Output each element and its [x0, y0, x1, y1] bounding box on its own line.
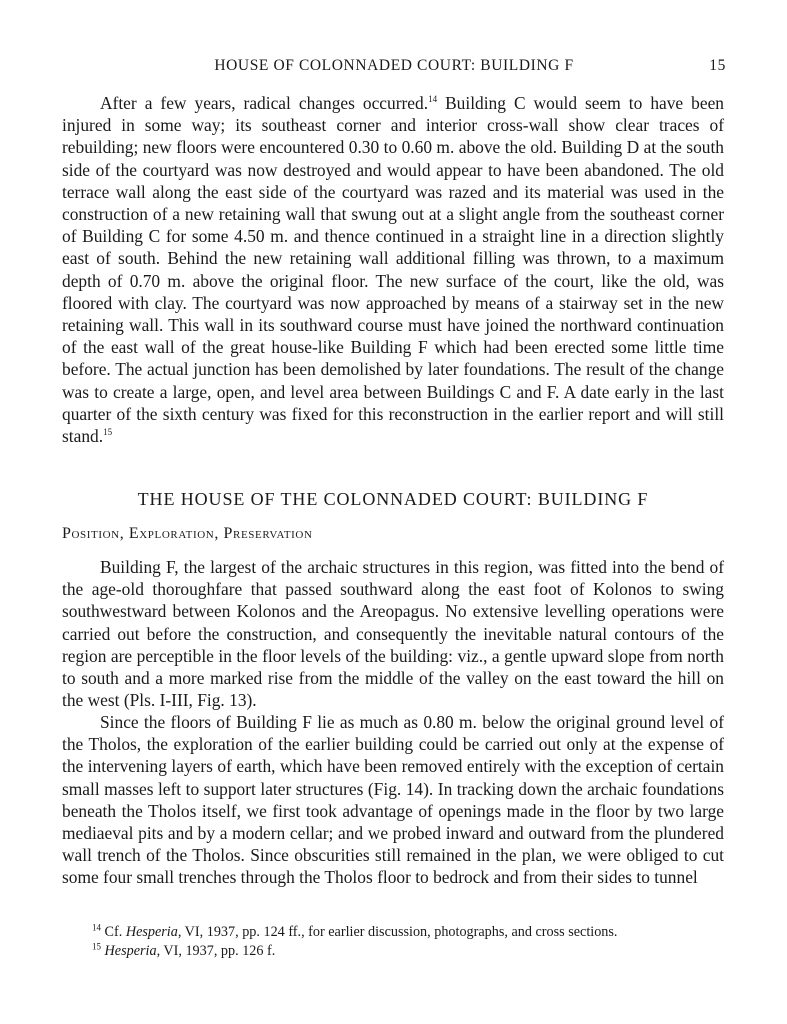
- journal-title: Hesperia: [104, 943, 157, 959]
- footnote-prefix: Cf.: [101, 924, 126, 940]
- section-title: THE HOUSE OF THE COLONNADED COURT: BUILDING F: [137, 489, 649, 509]
- paragraph-2: Building F, the largest of the archaic structures in this region, was fitted into the bend of the age-old thoroughfare that passed southward along the east foot of Kolonos to swing southwestward between Kolonos and the Areopagus. No extensive levelling operations were carried out before the construction, and consequently the inevitable natural contours of the region are perceptible in the floor levels of the building: viz., a gentle upward slope from north to south and a more marked rise from the middle of the valley on the east toward the hill on the west (Pls. I-III, Fig. 13).: [62, 557, 724, 711]
- running-header: [62, 57, 726, 79]
- footnote-text: , VI, 1937, pp. 126 f.: [156, 943, 276, 959]
- footnote-ref-14[interactable]: 14: [428, 94, 438, 105]
- paragraph-1-text: After a few years, radical changes occurred.: [100, 93, 429, 113]
- footnote-number: 14: [92, 922, 101, 933]
- footnote-ref-15[interactable]: 15: [103, 427, 113, 438]
- footnote-14: [62, 923, 724, 942]
- subsection-heading: Position, Exploration, Preservation: [62, 525, 313, 542]
- footnotes: [62, 923, 724, 961]
- paragraph-3: Since the floors of Building F lie as much as 0.80 m. below the original ground level of the Tholos, the exploration of the earlier building could be carried out only at the expense of the intervening layers of earth, which have been removed entirely with the exception of certain small masses left to support later structures (Fig. 14). In tracking down the archaic foundations beneath the Tholos itself, we first took advantage of openings made in the floor by two large mediaeval pits and by a modern cellar; and we probed inward and outward from the plundered wall trench of the Tholos. Since obscurities still remained in the plan, we were obliged to cut some four small trenches through the Tholos floor to bedrock and from their sides to tunnel: [62, 712, 724, 888]
- running-title: HOUSE OF COLONNADED COURT: BUILDING F: [214, 57, 574, 74]
- paragraph-1: [62, 92, 724, 447]
- paragraph-1-text-cont: Building C would seem to have been injured in some way; its southeast corner and interior cross-wall show clear traces of rebuilding; new floors were encountered 0.30 to 0.60 m. above the old. Building D at the south side of the courtyard was now destroyed and would appear to have been abandoned. The old terrace wall along the east side of the courtyard was razed and its material was used in the construction of a new retaining wall that swung out at a slight angle from the southeast corner of Building C for some 4.50 m. and thence continued in a straight line in a direction slightly east of south. Behind the new retaining wall additional filling was thrown, to a maximum depth of 0.70 m. above the original floor. The new surface of the court, like the old, was floored with clay. The courtyard was now approached by means of a stairway set in the new retaining wall. This wall in its southward course must have joined the northward continuation of the east wall of the great house-like Building F which had been erected some little time before. The actual junction has been demolished by later foundations. The result of the change was to create a large, open, and level area between Buildings C and F. A date early in the last quarter of the sixth century was fixed for this reconstruction in the earlier report and will still stand.: [62, 93, 724, 447]
- footnote-text: , VI, 1937, pp. 124 ff., for earlier discussion, photographs, and cross sections.: [177, 924, 618, 940]
- journal-title: Hesperia: [125, 924, 178, 940]
- footnote-number: 15: [92, 941, 101, 952]
- footnote-15: [62, 942, 724, 961]
- page-number: 15: [709, 57, 726, 74]
